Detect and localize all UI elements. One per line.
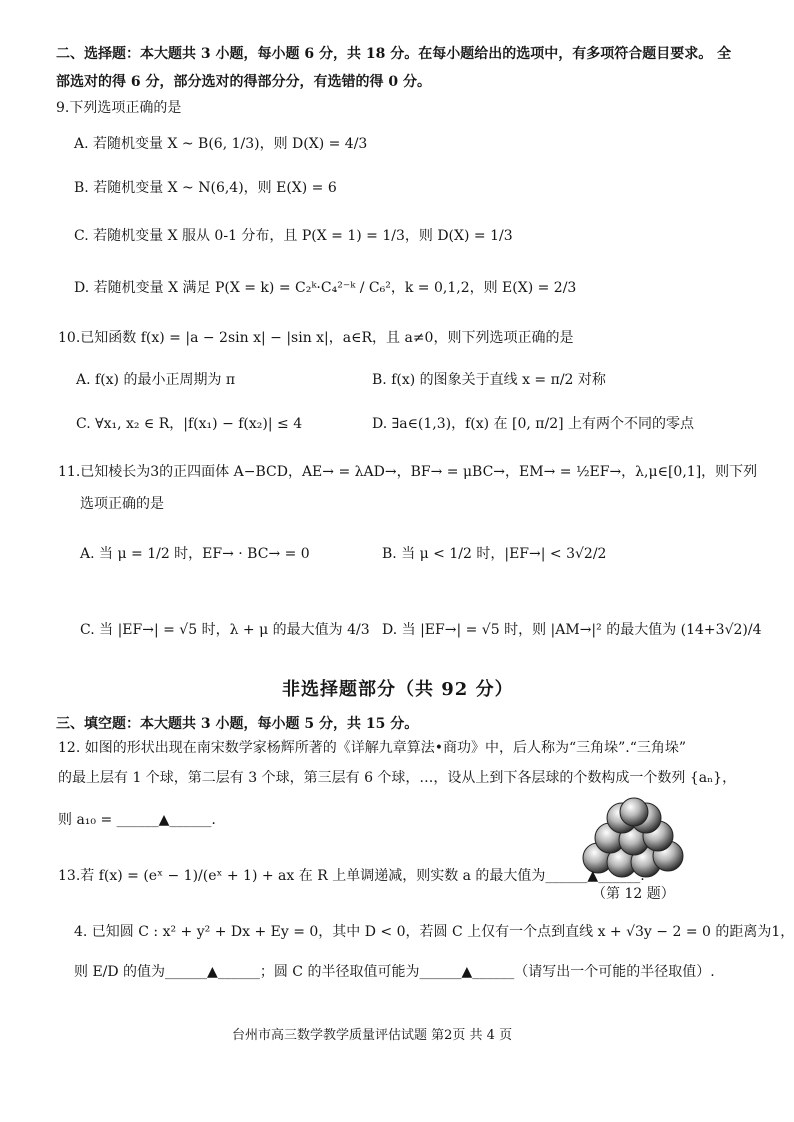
q12-line2: 的最上层有 1 个球，第二层有 3 个球，第三层有 6 个球，…，设从上到下各层球的个数构成一个数列 {aₙ}， — [58, 770, 737, 786]
section2-header-line1: 二、选择题：本大题共 3 小题，每小题 6 分，共 18 分。在每小题给出的选项中，有多项符合题目要求。 全 — [56, 46, 732, 62]
q12-line3: 则 a₁₀ = ______▲______. — [58, 812, 216, 828]
q12-line1: 12. 如图的形状出现在南宋数学家杨辉所著的《详解九章算法•商功》中，后人称为“三角垛”.“三角垛” — [58, 740, 687, 756]
part2-title: 非选择题部分（共 92 分） — [282, 679, 514, 700]
q9-stem: 9.下列选项正确的是 — [56, 100, 182, 116]
q10-option-d: D. ∃a∈(1,3)，f(x) 在 [0, π/2] 上有两个不同的零点 — [372, 416, 695, 432]
q10-stem: 10.已知函数 f(x) = |a − 2sin x| − |sin x|，a∈R，且 a≠0，则下列选项正确的是 — [58, 330, 574, 346]
q10-option-b: B. f(x) 的图象关于直线 x = π/2 对称 — [372, 372, 606, 388]
page-footer: 台州市高三数学教学质量评估试题 第2页 共 4 页 — [232, 1028, 513, 1043]
section3-header: 三、填空题：本大题共 3 小题，每小题 5 分，共 15 分。 — [56, 716, 419, 732]
q11-stem-line2: 选项正确的是 — [80, 496, 164, 512]
q14-line1: 4. 已知圆 C : x² + y² + Dx + Ey = 0，其中 D < 0，若圆 C 上仅有一个点到直线 x + √3y − 2 = 0 的距离为1， — [74, 924, 794, 940]
q11-option-d: D. 当 |EF→| = √5 时，则 |AM→|² 的最大值为 (14+3√2)/4 — [382, 622, 762, 638]
q11-option-b: B. 当 μ < 1/2 时，|EF→| < 3√2/2 — [382, 546, 607, 562]
q9-option-c: C. 若随机变量 X 服从 0-1 分布，且 P(X = 1) = 1/3，则 D(X) = 1/3 — [74, 228, 513, 244]
q11-option-a: A. 当 μ = 1/2 时，EF→ · BC→ = 0 — [80, 546, 310, 562]
section2-header-line2: 部选对的得 6 分，部分选对的得部分分，有选错的得 0 分。 — [56, 74, 431, 90]
q9-option-a: A. 若随机变量 X ~ B(6, 1/3)，则 D(X) = 4/3 — [74, 136, 368, 152]
q10-option-a: A. f(x) 的最小正周期为 π — [76, 372, 236, 388]
q9-option-d: D. 若随机变量 X 满足 P(X = k) = C₂ᵏ·C₄²⁻ᵏ / C₆²，k = 0,1,2，则 E(X) = 2/3 — [74, 280, 577, 296]
q12-figure-caption: （第 12 题） — [592, 886, 675, 902]
q9-option-b: B. 若随机变量 X ~ N(6,4)，则 E(X) = 6 — [74, 180, 337, 196]
q11-stem-line1: 11.已知棱长为3的正四面体 A−BCD，AE→ = λAD→，BF→ = μBC→，EM→ = ½EF→，λ,μ∈[0,1]，则下列 — [58, 464, 758, 480]
q11-option-c: C. 当 |EF→| = √5 时，λ + μ 的最大值为 4/3 — [80, 622, 370, 638]
q10-option-c: C. ∀x₁, x₂ ∈ R，|f(x₁) − f(x₂)| ≤ 4 — [76, 416, 303, 432]
q13-line: 13.若 f(x) = (eˣ − 1)/(eˣ + 1) + ax 在 R 上单调递减，则实数 a 的最大值为______▲______. — [58, 868, 645, 884]
q14-line2: 则 E/D 的值为______▲______；圆 C 的半径取值可能为______▲______（请写出一个可能的半径取值）. — [74, 964, 715, 980]
